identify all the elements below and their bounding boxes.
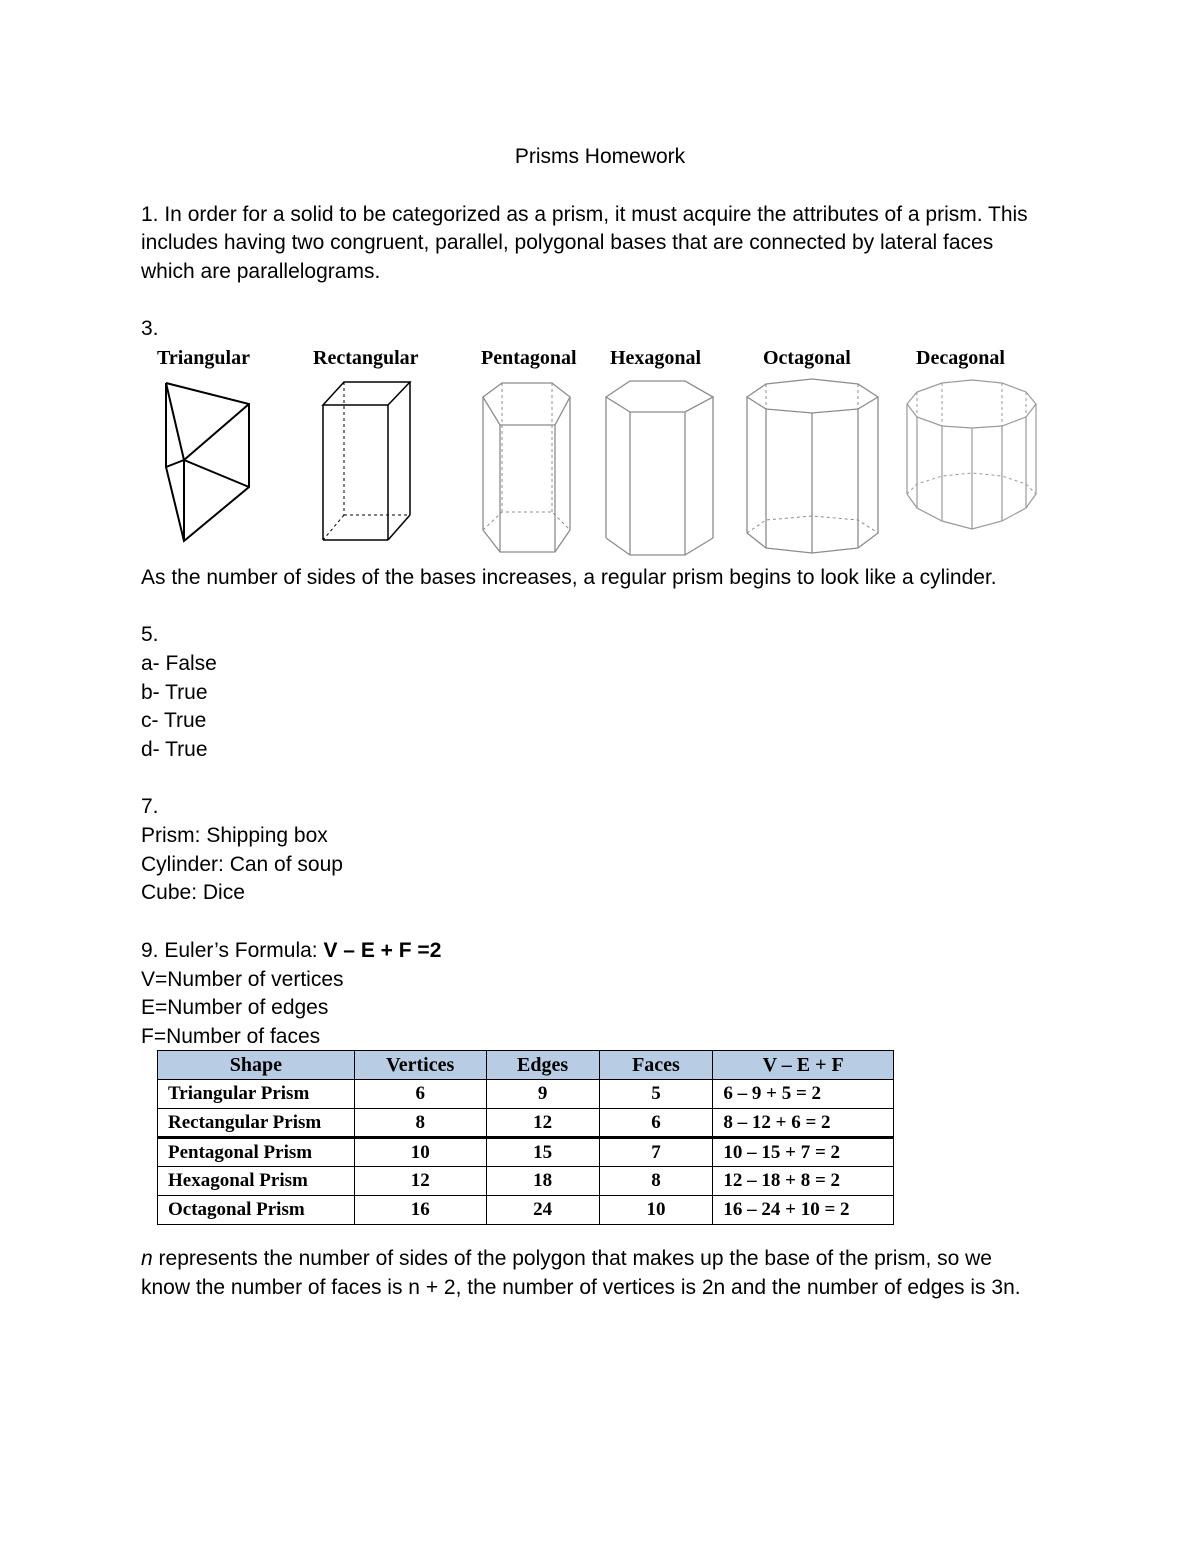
cell-vertices: 16	[354, 1196, 486, 1225]
q3-caption: As the number of sides of the bases increases, a regular prism begins to look like a cylinder.	[141, 566, 997, 589]
header-vertices: Vertices	[354, 1051, 486, 1080]
label-decagonal: Decagonal	[916, 347, 1005, 369]
q7-item-prism: Prism: Shipping box	[141, 824, 328, 847]
q5-answer-c: c- True	[141, 709, 207, 732]
cell-edges: 18	[486, 1167, 599, 1196]
table-row	[158, 1109, 894, 1138]
cell-faces: 5	[599, 1080, 713, 1109]
q3-number: 3.	[141, 317, 159, 340]
header-edges: Edges	[486, 1051, 599, 1080]
cell-shape: Octagonal Prism	[158, 1196, 355, 1225]
cell-edges: 24	[486, 1196, 599, 1225]
cell-edges: 12	[486, 1109, 599, 1138]
q1-line-2: includes having two congruent, parallel, polygonal bases that are connected by lateral faces	[141, 231, 994, 254]
header-faces: Faces	[599, 1051, 713, 1080]
cell-faces: 8	[599, 1167, 713, 1196]
q5-answer-b: b- True	[141, 681, 208, 704]
cell-euler: 12 – 18 + 8 = 2	[713, 1167, 894, 1196]
cell-vertices: 12	[354, 1167, 486, 1196]
q9-def-edges: E=Number of edges	[141, 996, 329, 1019]
cell-vertices: 6	[354, 1080, 486, 1109]
cell-shape: Triangular Prism	[158, 1080, 355, 1109]
prism-illustrations	[0, 0, 1200, 570]
cell-shape: Rectangular Prism	[158, 1109, 355, 1138]
q5-number: 5.	[141, 623, 159, 646]
q5-answer-d: d- True	[141, 738, 208, 761]
cell-vertices: 10	[354, 1138, 486, 1167]
cell-vertices: 8	[354, 1109, 486, 1138]
q9-def-faces: F=Number of faces	[141, 1025, 321, 1048]
cell-faces: 10	[599, 1196, 713, 1225]
q7-number: 7.	[141, 795, 159, 818]
header-shape: Shape	[158, 1051, 355, 1080]
cell-shape: Hexagonal Prism	[158, 1167, 355, 1196]
q9-def-vertices: V=Number of vertices	[141, 968, 344, 991]
triangular-prism-drawing	[166, 383, 249, 541]
label-hexagonal: Hexagonal	[610, 347, 702, 369]
pentagonal-prism-drawing	[483, 383, 570, 552]
q1-line-1: 1. In order for a solid to be categorized as a prism, it must acquire the attributes of a prism. This	[141, 203, 1028, 226]
label-octagonal: Octagonal	[763, 347, 851, 369]
table-header-row	[158, 1051, 894, 1080]
conclusion-text-1: represents the number of sides of the polygon that makes up the base of the prism, so we	[152, 1247, 992, 1270]
variable-n: n	[141, 1247, 153, 1270]
octagonal-prism-drawing	[747, 379, 878, 553]
q9-heading-prefix: 9. Euler’s Formula:	[141, 939, 324, 962]
hexagonal-prism-drawing	[606, 381, 713, 555]
q9-conclusion-line-2: know the number of faces is n + 2, the number of vertices is 2n and the number of edges is 3n.	[141, 1276, 1021, 1299]
label-triangular: Triangular	[157, 347, 250, 369]
table-row	[158, 1138, 894, 1167]
q5-answer-a: a- False	[141, 652, 217, 675]
euler-formula: V – E + F =2	[323, 939, 442, 962]
cell-euler: 16 – 24 + 10 = 2	[713, 1196, 894, 1225]
table-row	[158, 1167, 894, 1196]
table-row	[158, 1196, 894, 1225]
q7-item-cube: Cube: Dice	[141, 881, 245, 904]
rectangular-prism-drawing	[323, 382, 410, 540]
table-row	[158, 1080, 894, 1109]
q7-item-cylinder: Cylinder: Can of soup	[141, 853, 343, 876]
cell-euler: 6 – 9 + 5 = 2	[713, 1080, 894, 1109]
cell-shape: Pentagonal Prism	[158, 1138, 355, 1167]
q9-heading	[141, 936, 441, 965]
page-title: Prisms Homework	[514, 145, 686, 168]
q1-line-3: which are parallelograms.	[141, 260, 381, 283]
q9-conclusion-line-1	[141, 1244, 992, 1273]
label-pentagonal: Pentagonal	[481, 347, 577, 369]
cell-euler: 8 – 12 + 6 = 2	[713, 1109, 894, 1138]
decagonal-prism-drawing	[907, 380, 1036, 529]
euler-table	[157, 1050, 894, 1225]
cell-edges: 15	[486, 1138, 599, 1167]
label-rectangular: Rectangular	[313, 347, 419, 369]
cell-euler: 10 – 15 + 7 = 2	[713, 1138, 894, 1167]
cell-edges: 9	[486, 1080, 599, 1109]
cell-faces: 7	[599, 1138, 713, 1167]
cell-faces: 6	[599, 1109, 713, 1138]
header-euler: V – E + F	[713, 1051, 894, 1080]
